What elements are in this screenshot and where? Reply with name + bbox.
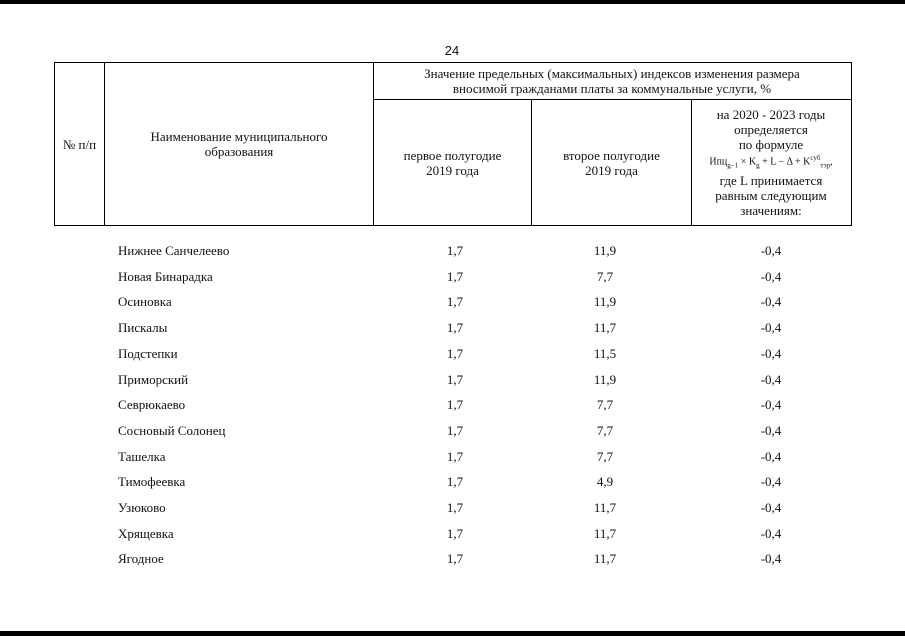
municipality-name: Тимофеевка bbox=[118, 474, 186, 490]
formula: $Ипц_{g-1} \times K_g + L - \Delta + K^{суб}_{тэр}$, bbox=[709, 154, 833, 170]
header-2020-2023: на 2020 - 2023 годы определяется по формуле $Ипц_{g-1} \times K_g + L - \Delta + K^{суб}_{тэр}$, где L принимается равным следующим значениям: bbox=[709, 107, 833, 218]
value-2020-2023: -0,4 bbox=[760, 525, 782, 541]
table-row bbox=[0, 372, 905, 394]
value-second-half-2019: 7,7 bbox=[596, 448, 614, 464]
table-row bbox=[0, 474, 905, 496]
table-row bbox=[0, 320, 905, 342]
value-first-half-2019: 1,7 bbox=[446, 422, 464, 438]
value-2020-2023: -0,4 bbox=[760, 371, 782, 387]
table-row bbox=[0, 500, 905, 522]
value-2020-2023: -0,4 bbox=[760, 474, 782, 490]
value-second-half-2019: 7,7 bbox=[596, 268, 614, 284]
value-first-half-2019: 1,7 bbox=[446, 345, 464, 361]
value-second-half-2019: 11,5 bbox=[593, 345, 617, 361]
municipality-name: Хрящевка bbox=[118, 525, 174, 541]
value-second-half-2019: 11,7 bbox=[593, 525, 617, 541]
table-row bbox=[0, 526, 905, 548]
municipality-name: Ташелка bbox=[118, 448, 166, 464]
value-second-half-2019: 11,9 bbox=[593, 294, 617, 310]
municipality-name: Новая Бинарадка bbox=[118, 268, 213, 284]
municipality-name: Приморский bbox=[118, 371, 189, 387]
municipality-name: Ягодное bbox=[118, 551, 164, 567]
value-first-half-2019: 1,7 bbox=[446, 397, 464, 413]
table-row bbox=[0, 346, 905, 368]
municipality-name: Сосновый Солонец bbox=[118, 422, 226, 438]
value-first-half-2019: 1,7 bbox=[446, 474, 464, 490]
value-2020-2023: -0,4 bbox=[760, 294, 782, 310]
municipality-name: Осиновка bbox=[118, 294, 172, 310]
value-2020-2023: -0,4 bbox=[760, 397, 782, 413]
page-number: 24 bbox=[444, 43, 460, 58]
table-row bbox=[0, 551, 905, 573]
value-first-half-2019: 1,7 bbox=[446, 448, 464, 464]
value-first-half-2019: 1,7 bbox=[446, 371, 464, 387]
table-row bbox=[0, 294, 905, 316]
scan-top-edge bbox=[0, 0, 905, 4]
value-2020-2023: -0,4 bbox=[760, 345, 782, 361]
header-col-num: № п/п bbox=[62, 136, 97, 152]
value-first-half-2019: 1,7 bbox=[446, 294, 464, 310]
value-first-half-2019: 1,7 bbox=[446, 320, 464, 336]
header-first-half: первое полугодие 2019 года bbox=[403, 147, 502, 178]
value-first-half-2019: 1,7 bbox=[446, 268, 464, 284]
value-2020-2023: -0,4 bbox=[760, 243, 782, 258]
value-second-half-2019: 11,7 bbox=[593, 551, 617, 567]
municipality-name: Пискалы bbox=[118, 320, 168, 336]
value-second-half-2019: 11,7 bbox=[593, 320, 617, 336]
value-second-half-2019: 4,9 bbox=[596, 474, 614, 490]
value-second-half-2019: 11,9 bbox=[593, 371, 617, 387]
value-2020-2023: -0,4 bbox=[760, 448, 782, 464]
value-2020-2023: -0,4 bbox=[760, 500, 782, 515]
value-2020-2023: -0,4 bbox=[760, 551, 782, 567]
municipality-name: Подстепки bbox=[118, 345, 178, 361]
municipality-name: Севрюкаево bbox=[118, 397, 186, 413]
value-first-half-2019: 1,7 bbox=[446, 500, 464, 515]
value-second-half-2019: 11,7 bbox=[593, 500, 617, 515]
value-2020-2023: -0,4 bbox=[760, 320, 782, 336]
value-second-half-2019: 7,7 bbox=[596, 397, 614, 413]
value-first-half-2019: 1,7 bbox=[446, 243, 464, 258]
scan-bottom-edge bbox=[0, 631, 905, 636]
table-row bbox=[0, 269, 905, 291]
value-first-half-2019: 1,7 bbox=[446, 525, 464, 541]
municipality-name: Узюково bbox=[118, 500, 166, 515]
table-row bbox=[0, 449, 905, 471]
table-row bbox=[0, 423, 905, 445]
header-group: Значение предельных (максимальных) индексов изменения размера вносимой гражданами платы за коммунальные услуги, % bbox=[424, 66, 800, 96]
value-2020-2023: -0,4 bbox=[760, 422, 782, 438]
municipality-name: Нижнее Санчелеево bbox=[118, 243, 230, 258]
header-col-name: Наименование муниципального образования bbox=[150, 129, 328, 159]
table-row bbox=[0, 397, 905, 419]
value-first-half-2019: 1,7 bbox=[446, 551, 464, 567]
value-2020-2023: -0,4 bbox=[760, 268, 782, 284]
value-second-half-2019: 11,9 bbox=[593, 243, 617, 258]
value-second-half-2019: 7,7 bbox=[596, 422, 614, 438]
header-second-half: второе полугодие 2019 года bbox=[563, 147, 660, 178]
table-row bbox=[0, 243, 905, 265]
table-header bbox=[54, 62, 852, 226]
